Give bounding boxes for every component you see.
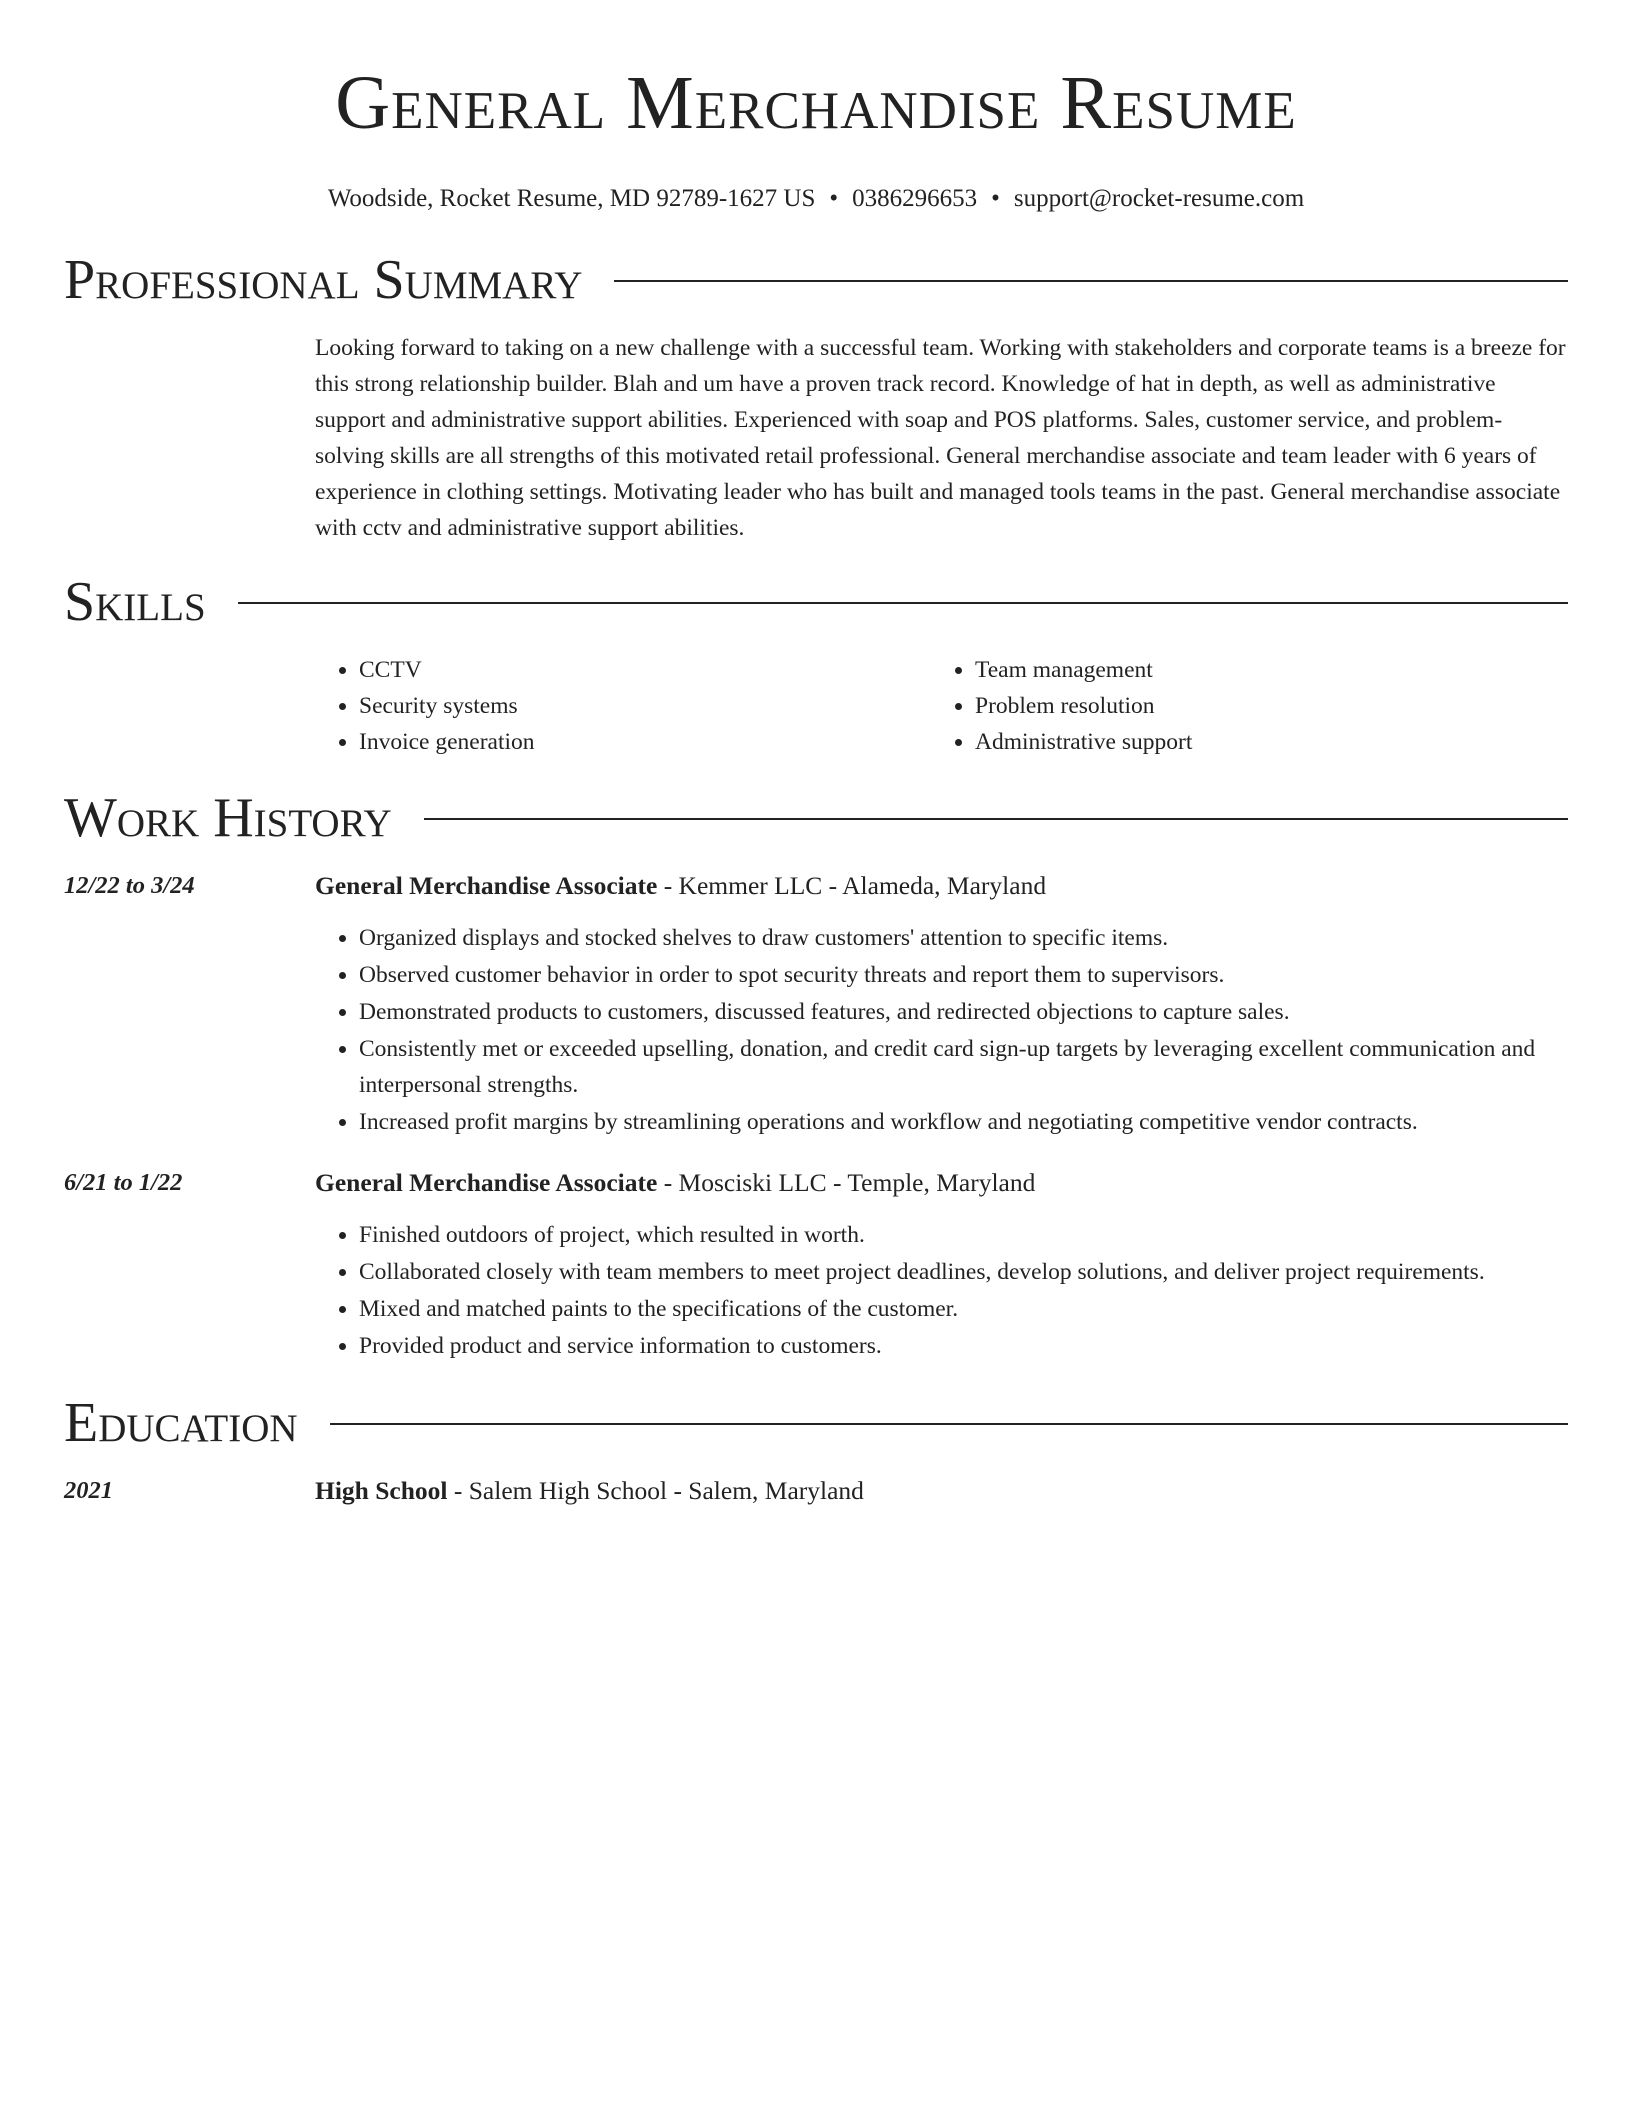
section-divider xyxy=(330,1423,1568,1425)
job-dates: 12/22 to 3/24 xyxy=(64,872,195,899)
job-row xyxy=(64,1165,1568,1365)
work-section xyxy=(64,786,1568,1365)
education-header xyxy=(64,1391,1568,1455)
contact-separator: • xyxy=(829,185,839,212)
job-dates: 6/21 to 1/22 xyxy=(64,1169,183,1196)
job-bullet: • Observed customer behavior in order to spot security threats and report them to supervisors. xyxy=(359,957,1568,993)
job-heading xyxy=(315,1165,1568,1201)
summary-section xyxy=(64,248,1568,546)
contact-email: support@rocket-resume.com xyxy=(1013,185,1305,212)
skill-item: • Problem resolution xyxy=(975,688,1547,724)
skills-header xyxy=(64,570,1568,634)
job-bullet: • Collaborated closely with team members to meet project deadlines, develop solutions, and deliver project requirements. xyxy=(359,1254,1568,1290)
job-heading xyxy=(315,868,1568,904)
contact-address: Woodside, Rocket Resume, MD 92789-1627 US xyxy=(327,185,816,212)
skills-list-left xyxy=(315,652,931,760)
section-divider xyxy=(424,818,1568,820)
job-bullet: • Demonstrated products to customers, discussed features, and redirected objections to capture sales. xyxy=(359,994,1568,1030)
job-bullets xyxy=(315,1217,1568,1364)
work-header xyxy=(64,786,1568,850)
skill-item: • Team management xyxy=(975,652,1547,688)
skill-item: • Invoice generation xyxy=(359,724,931,760)
contact-phone: 0386296653 xyxy=(852,185,978,212)
job-bullet: • Organized displays and stocked shelves to draw customers' attention to specific items. xyxy=(359,920,1568,956)
education-degree: High School xyxy=(315,1476,448,1505)
skills-list-right xyxy=(931,652,1547,760)
job-entry xyxy=(64,868,1568,1141)
contact-line xyxy=(64,184,1568,214)
job-details: - Kemmer LLC - Alameda, Maryland xyxy=(657,871,1047,900)
summary-heading: Professional Summary xyxy=(64,249,583,311)
summary-body xyxy=(315,330,1568,546)
job-bullets xyxy=(315,920,1568,1140)
contact-separator: • xyxy=(991,185,1000,212)
education-section xyxy=(64,1391,1568,1509)
skill-item: • Security systems xyxy=(359,688,931,724)
job-content xyxy=(315,1165,1568,1365)
work-heading: Work History xyxy=(64,787,392,849)
section-divider xyxy=(238,602,1568,604)
summary-text: Looking forward to taking on a new challenge with a successful team. Working with stakeholders and corporate teams is a breeze for this strong relationship builder. Blah and um have a proven track record. Knowledge of hat in depth, as well as administrative support and administrative support abilities. Experienced with soap and POS platforms. Sales, customer service, and problem-solving skills are all strengths of this motivated retail professional. General merchandise associate and team leader with 6 years of experience in clothing settings. Motivating leader who has built and managed tools teams in the past. General merchandise associate with cctv and administrative support abilities. xyxy=(315,335,1566,541)
job-bullet: • Finished outdoors of project, which resulted in worth. xyxy=(359,1217,1568,1253)
skill-item: • Administrative support xyxy=(975,724,1547,760)
summary-header xyxy=(64,248,1568,312)
job-content xyxy=(315,868,1568,1141)
education-entry xyxy=(64,1473,1568,1509)
education-year: 2021 xyxy=(64,1477,113,1504)
education-heading: Education xyxy=(64,1392,298,1454)
job-entry xyxy=(64,1165,1568,1365)
job-details: - Mosciski LLC - Temple, Maryland xyxy=(657,1168,1036,1197)
job-bullet: • Increased profit margins by streamlining operations and workflow and negotiating competitive vendor contracts. xyxy=(359,1104,1568,1140)
section-divider xyxy=(614,280,1568,282)
education-heading-line xyxy=(315,1473,864,1509)
skill-item: • CCTV xyxy=(359,652,931,688)
job-bullet: • Consistently met or exceeded upselling, donation, and credit card sign-up targets by leveraging excellent communication and interpersonal strengths. xyxy=(359,1031,1568,1103)
skills-section xyxy=(64,570,1568,760)
job-bullet: • Provided product and service information to customers. xyxy=(359,1328,1568,1364)
skills-columns xyxy=(315,652,1568,760)
resume-title: General Merchandise Resume xyxy=(335,61,1297,145)
job-bullet: • Mixed and matched paints to the specifications of the customer. xyxy=(359,1291,1568,1327)
job-row xyxy=(64,868,1568,1141)
education-details: - Salem High School - Salem, Maryland xyxy=(447,1476,864,1505)
job-role: General Merchandise Associate xyxy=(315,1168,658,1197)
skills-heading: Skills xyxy=(64,571,206,633)
job-role: General Merchandise Associate xyxy=(315,871,658,900)
